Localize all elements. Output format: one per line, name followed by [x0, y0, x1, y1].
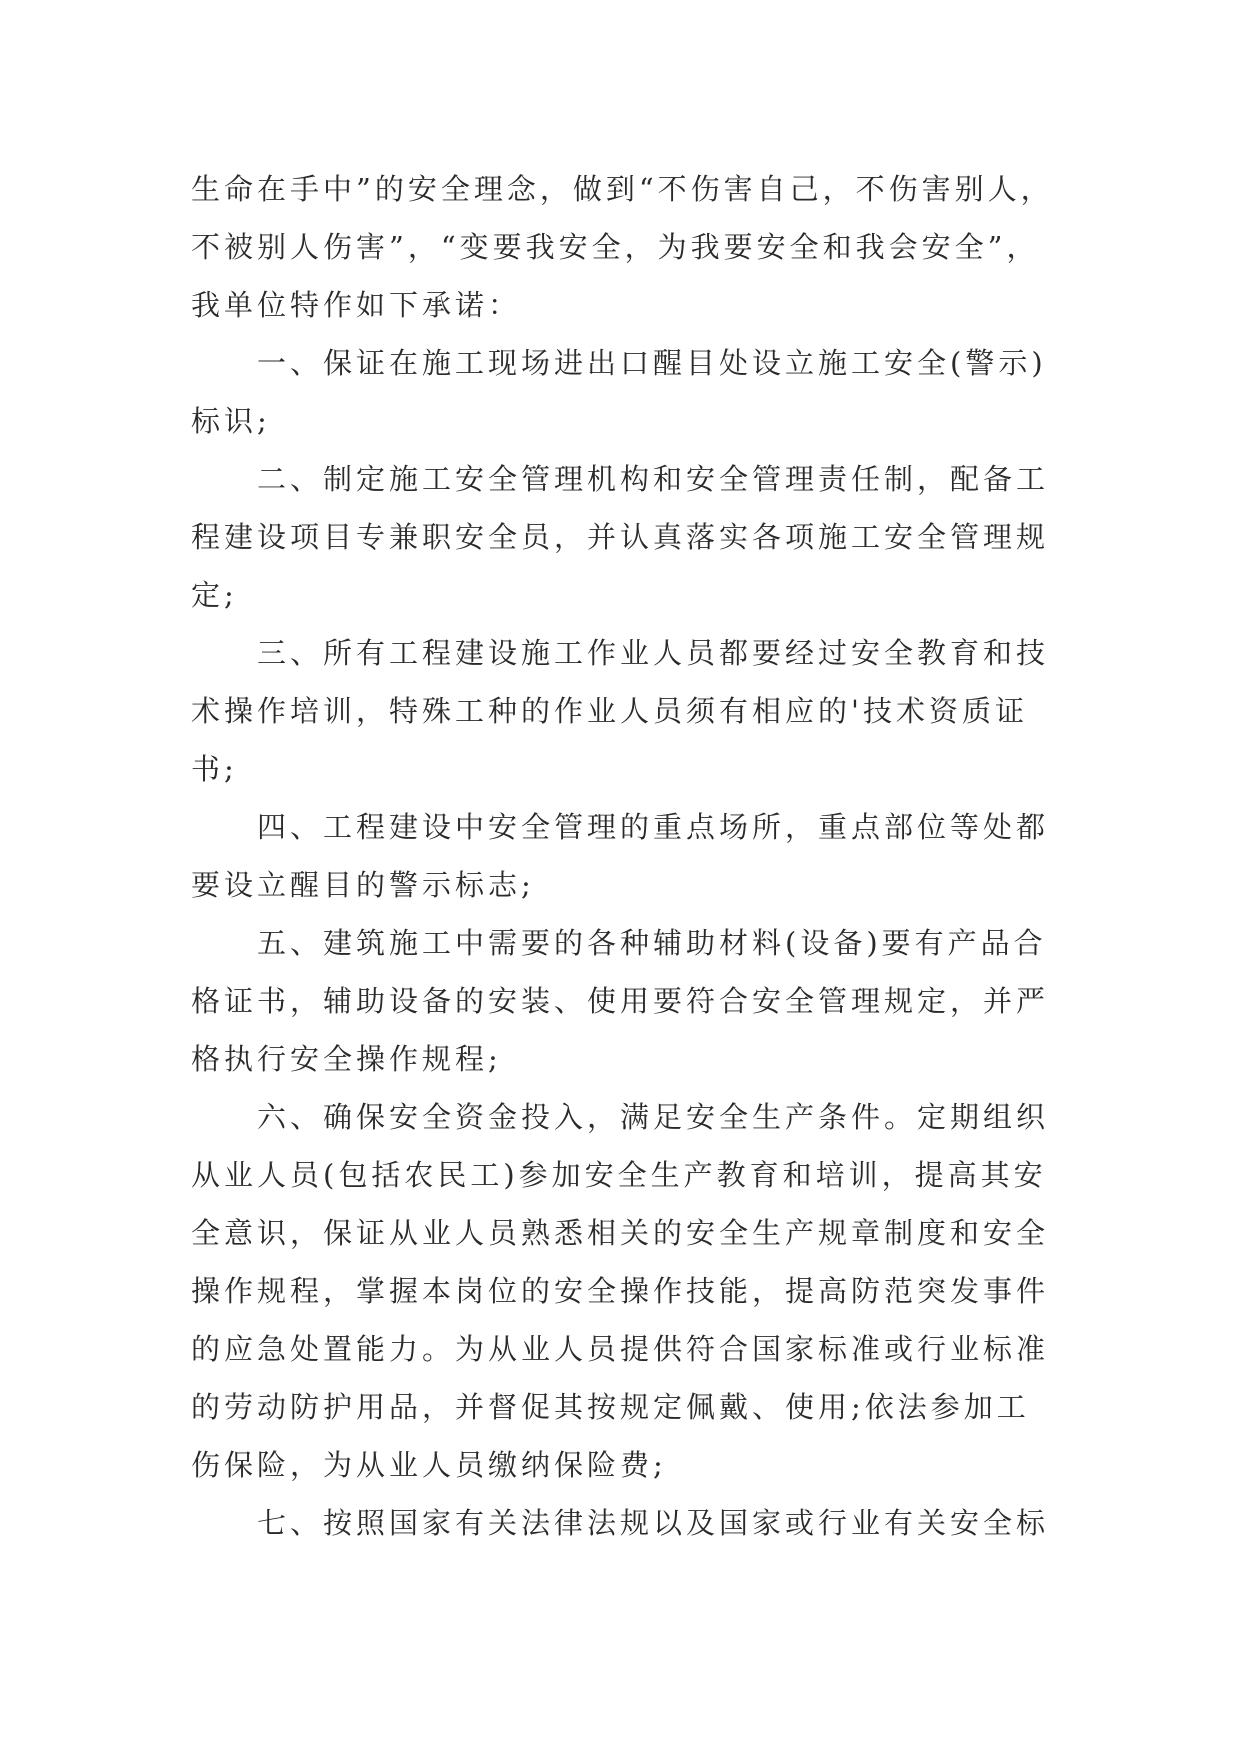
text-line: 术操作培训，特殊工种的作业人员须有相应的'技术资质证 — [191, 694, 1028, 728]
text-line: 二、制定施工安全管理机构和安全管理责任制，配备工 — [191, 462, 1050, 496]
text-line: 全意识，保证从业人员熟悉相关的安全生产规章制度和安全 — [191, 1216, 1050, 1250]
text-line: 程建设项目专兼职安全员，并认真落实各项施工安全管理规 — [191, 520, 1050, 554]
text-line: 从业人员(包括农民工)参加安全生产教育和培训，提高其安 — [191, 1158, 1047, 1192]
document-body — [191, 160, 1054, 1552]
text-line: 要设立醒目的警示标志; — [191, 868, 535, 902]
text-line: 四、工程建设中安全管理的重点场所，重点部位等处都 — [191, 810, 1050, 844]
text-line: 一、保证在施工现场进出口醒目处设立施工安全(警示) — [191, 346, 1047, 380]
text-line: 我单位特作如下承诺： — [191, 288, 522, 322]
text-line: 五、建筑施工中需要的各种辅助材料(设备)要有产品合 — [191, 926, 1047, 960]
text-line: 格证书，辅助设备的安装、使用要符合安全管理规定，并严 — [191, 984, 1050, 1018]
text-line: 格执行安全操作规程; — [191, 1042, 502, 1076]
text-line: 伤保险，为从业人员缴纳保险费; — [191, 1448, 667, 1482]
text-line: 的劳动防护用品，并督促其按规定佩戴、使用;依法参加工 — [191, 1390, 1030, 1424]
text-line: 六、确保安全资金投入，满足安全生产条件。定期组织 — [191, 1100, 1050, 1134]
text-line: 操作规程，掌握本岗位的安全操作技能，提高防范突发事件 — [191, 1274, 1050, 1308]
text-line: 定; — [191, 578, 238, 612]
text-line: 的应急处置能力。为从业人员提供符合国家标准或行业标准 — [191, 1332, 1050, 1366]
text-line: 书; — [191, 752, 238, 786]
text-line: 标识; — [191, 404, 271, 438]
text-line: 不被别人伤害”，“变要我安全，为我要安全和我会安全”， — [191, 230, 1040, 264]
text-line: 三、所有工程建设施工作业人员都要经过安全教育和技 — [191, 636, 1050, 670]
text-line: 七、按照国家有关法律法规以及国家或行业有关安全标 — [191, 1506, 1050, 1540]
text-line: 生命在手中”的安全理念，做到“不伤害自己，不伤害别人， — [191, 172, 1054, 206]
